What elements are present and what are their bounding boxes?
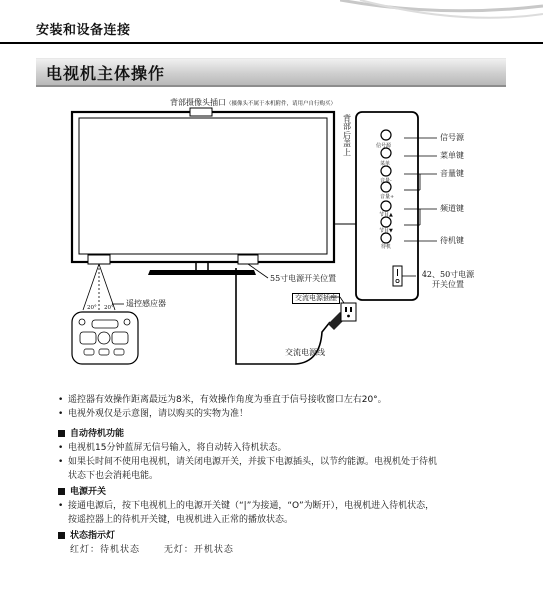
back-cover-label: 背部后盖上 [343, 114, 351, 157]
header-divider [0, 42, 543, 44]
power-switch-55-label: 55寸电源开关位置 [270, 274, 337, 283]
tv-diagram [0, 92, 543, 392]
angle-left-label: 20° [87, 305, 97, 311]
header-decoration [340, 0, 543, 30]
ac-socket-label: 交流电源插座 [292, 293, 340, 304]
page-title: 电视机主体操作 [46, 64, 166, 83]
section-indicator-heading: 状态指示灯 [58, 529, 528, 543]
section-header: 安装和设备连接 [36, 23, 131, 38]
section-power-switch-heading: 电源开关 [58, 485, 528, 499]
callout-volume: 音量键 [440, 169, 464, 178]
panel-button [381, 130, 391, 140]
title-bar [36, 58, 506, 87]
status-none: 无灯：开机状态 [163, 545, 234, 555]
ac-cord-label: 交流电源线 [285, 348, 325, 357]
button-caption-vol-up: 音量+ [380, 194, 395, 200]
camera-jack [190, 108, 212, 116]
button-caption-vol-down: 音量- [380, 178, 392, 184]
note-appearance: • 电视外观仅是示意图，请以购买的实物为准！ [58, 407, 528, 421]
camera-jack-label: 背部摄像头插口（摄像头不属于本机附件，请用户自行购买） [170, 98, 337, 107]
power-switch-line-1: • 接通电源后，按下电视机上的电源开关键（“|”为接通，“O”为断开），电视机进入待机状态， [58, 499, 528, 513]
button-caption-source: 信号源 [376, 143, 392, 149]
callout-standby: 待机键 [440, 236, 464, 245]
section-auto-standby-heading: 自动待机功能 [58, 427, 528, 441]
power-switch-55 [238, 255, 258, 264]
tv-screen [79, 118, 327, 254]
callout-source: 信号源 [440, 133, 464, 142]
callout-channel: 频道键 [440, 204, 464, 213]
angle-right-label: 20° [104, 305, 114, 311]
panel-button [381, 201, 391, 211]
button-caption-ch-up: 节目▲ [379, 212, 393, 218]
remote-sensor-label: 遥控感应器 [126, 299, 166, 308]
remote-control [72, 312, 138, 364]
ac-socket [341, 303, 356, 321]
panel-button [381, 166, 391, 176]
auto-standby-line-3: 状态下也会消耗电能。 [68, 471, 159, 481]
power-switch-line-2: 按遥控器上的待机开关键，电视机进入正常的播放状态。 [68, 515, 294, 525]
note-range: • 遥控器有效操作距离最远为8米，有效操作角度为垂直于信号接收窗口左右20°。 [58, 393, 528, 407]
button-caption-menu: 菜单 [380, 161, 391, 167]
auto-standby-line-2: • 如果长时间不使用电视机，请关闭电源开关，并拔下电源插头，以节约能源。电视机处于待机 [58, 455, 528, 469]
button-caption-ch-down: 节目▼ [379, 228, 393, 234]
tv-stand [148, 270, 256, 275]
switch-position-label: 42、50寸电源开关位置 [421, 270, 475, 289]
callout-menu: 菜单键 [440, 151, 464, 160]
indicator-status-line [58, 543, 528, 557]
status-red: 红灯：待机状态 [70, 545, 141, 555]
panel-button [381, 217, 391, 227]
remote-sensor [88, 255, 110, 264]
panel-button [381, 148, 391, 158]
panel-button [381, 233, 391, 243]
auto-standby-line-1: • 电视机15分钟蓝屏无信号输入，将自动转入待机状态。 [58, 441, 528, 455]
notes-section [58, 393, 528, 557]
button-caption-standby: 待机 [381, 244, 392, 250]
